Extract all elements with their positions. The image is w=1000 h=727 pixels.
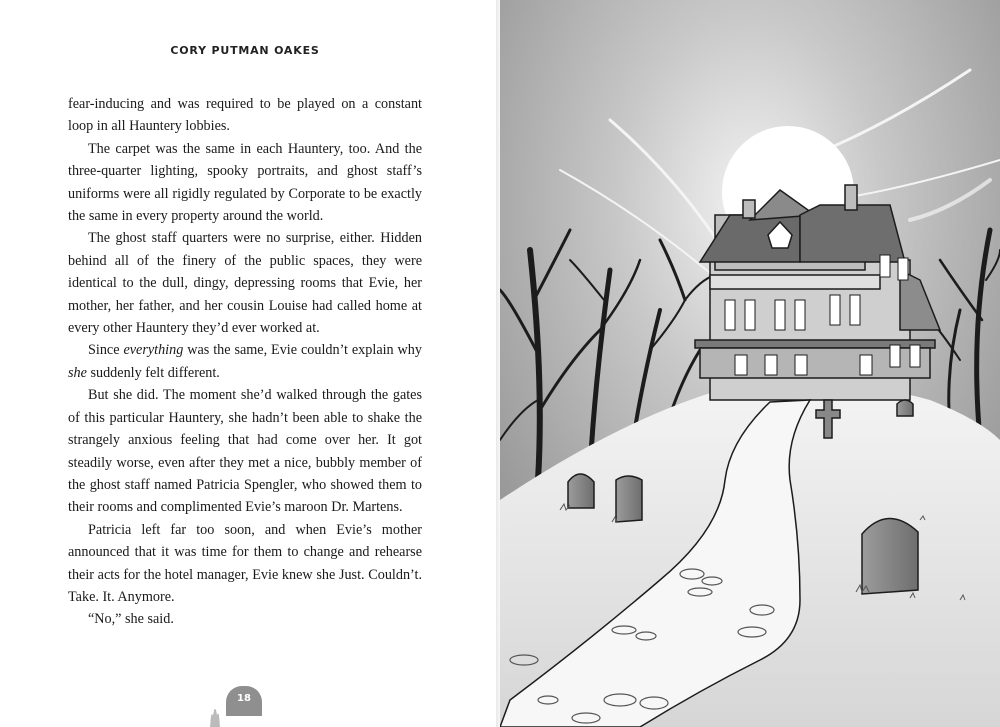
emphasis-everything: everything <box>123 342 184 359</box>
paragraph-7: “No,” she said. <box>88 611 174 628</box>
paragraph-1: fear-inducing and was required to be played on a constant loop in all Hauntery lobbies. <box>68 96 422 135</box>
ghost-hand-icon <box>208 708 222 727</box>
emphasis-she: she <box>68 364 87 381</box>
haunted-mansion-illustration <box>500 0 1000 727</box>
paragraph-4-middle: was the same, Evie couldn’t explain why <box>183 342 422 359</box>
page-number: 18 <box>226 686 262 716</box>
paragraph-4-after: suddenly felt different. <box>86 364 220 381</box>
paragraph-4-before: Since <box>88 342 124 359</box>
paragraph-5: But she did. The moment she’d walked through the gates of this particular Hauntery, she hadn’t been able to shake the strangely anxious feeling that had come over her. It got steadily worse, even after they met a nice, bubbly member of the ghost staff named Patricia Spengler, who showed them to their rooms and complimented Evie’s maroon Dr. Martens. <box>68 387 422 516</box>
paragraph-2: The carpet was the same in each Hauntery, too. And the three-quarter lighting, spooky portraits, and ghost staff’s uniforms were all rigidly regulated by Corporate to be exactly the same in every property around the world. <box>68 140 422 225</box>
illustration-panel <box>500 0 1000 727</box>
paragraph-4 <box>68 339 422 384</box>
body-text <box>68 93 422 631</box>
paragraph-3: The ghost staff quarters were no surprise, either. Hidden behind all of the finery of the public spaces, they were identical to the dull, dingy, depressing rooms that Evie, her mother, her father, and her cousin Louise had called home at every other Hauntery they’d ever worked at. <box>68 230 422 337</box>
paragraph-6: Patricia left far too soon, and when Evie’s mother announced that it was time for them to change and rehearse their acts for the hotel manager, Evie knew she Just. Couldn’t. Take. It. Anymore. <box>68 521 422 605</box>
running-head: CORY PUTMAN OAKES <box>170 44 320 57</box>
